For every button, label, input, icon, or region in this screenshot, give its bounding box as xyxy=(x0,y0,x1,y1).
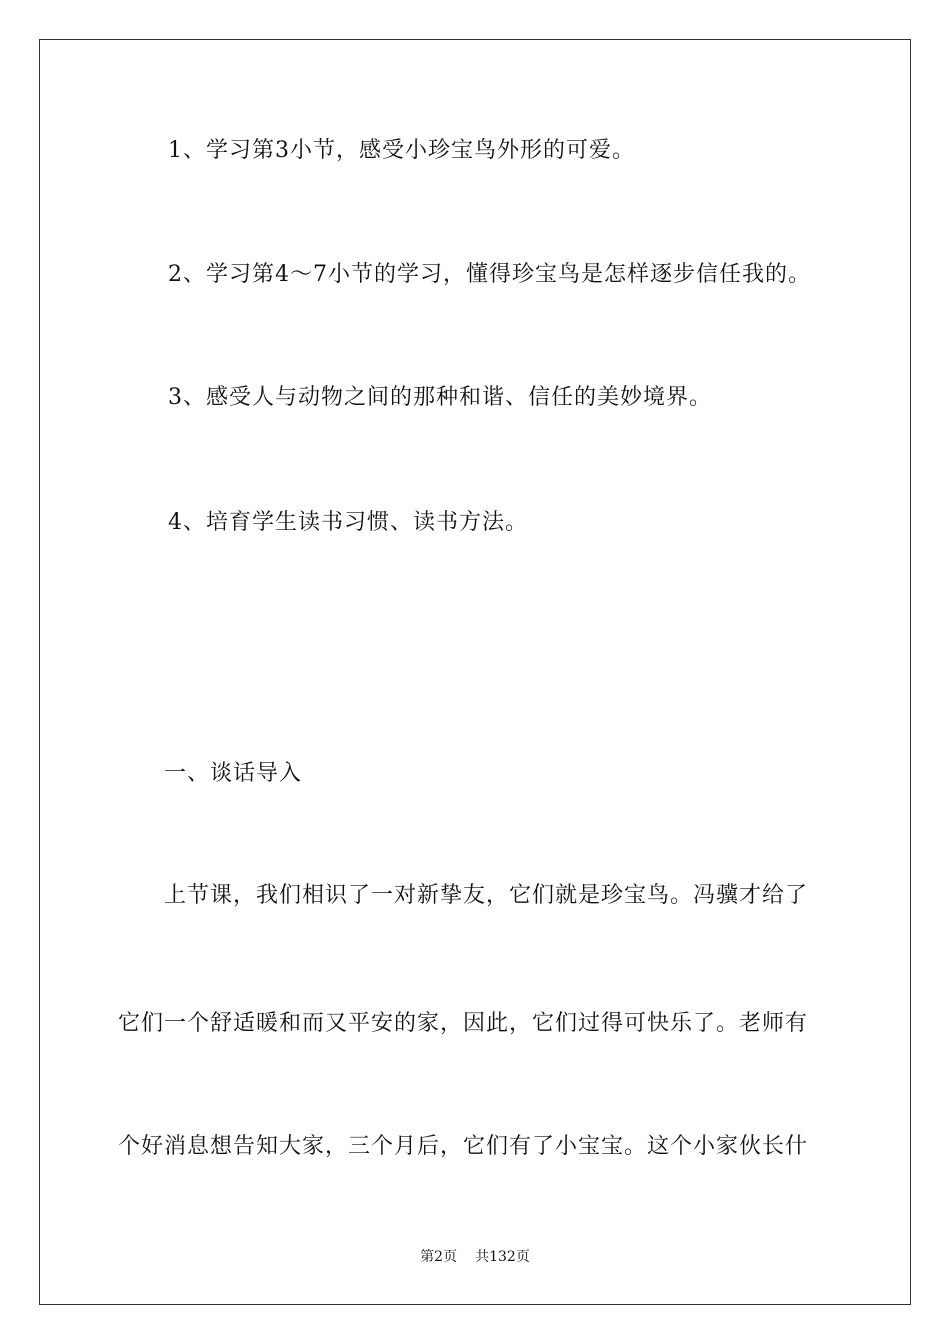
page-footer xyxy=(0,1248,950,1266)
paragraph-line-2: 它们一个舒适暖和而又平安的家，因此，它们过得可快乐了。老师有 xyxy=(118,1011,809,1036)
objective-2: 2、学习第4～7小节的学习，懂得珍宝鸟是怎样逐步信任我的。 xyxy=(168,262,811,287)
page-number: 第2页 xyxy=(420,1249,458,1265)
page-border xyxy=(39,39,911,1305)
objective-3: 3、感受人与动物之间的那种和谐、信任的美妙境界。 xyxy=(168,385,712,410)
paragraph-line-1: 上节课，我们相识了一对新挚友，它们就是珍宝鸟。冯骥才给了 xyxy=(164,883,809,908)
objective-1: 1、学习第3小节，感受小珍宝鸟外形的可爱。 xyxy=(168,138,635,163)
paragraph-line-3: 个好消息想告知大家，三个月后，它们有了小宝宝。这个小家伙长什 xyxy=(118,1134,809,1159)
total-pages: 共132页 xyxy=(475,1249,530,1265)
objective-4: 4、培育学生读书习惯、读书方法。 xyxy=(168,510,528,535)
section-heading: 一、谈话导入 xyxy=(164,761,303,786)
